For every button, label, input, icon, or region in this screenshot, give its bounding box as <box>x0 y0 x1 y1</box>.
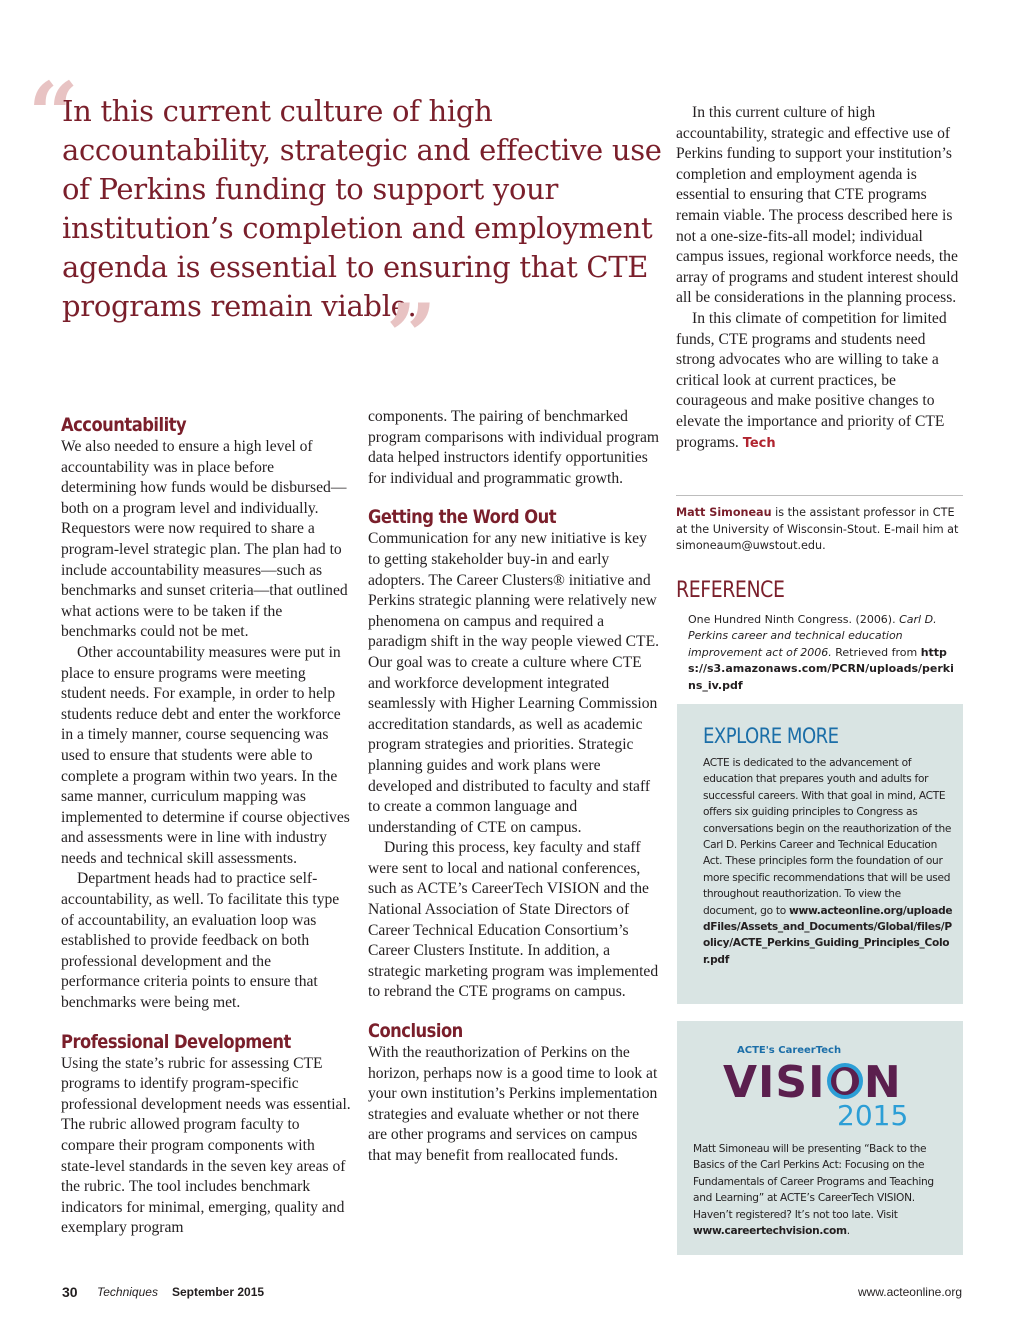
reference-title-italic: Carl D. Perkins career and technical education improvement act of 2006. <box>688 613 937 659</box>
reference-link[interactable]: https://s3.amazonaws.com/PCRN/uploads/perkins_iv.pdf <box>688 645 954 692</box>
author-name: Matt Simoneau <box>676 506 772 519</box>
logo-vision-word: VISION <box>723 1057 902 1108</box>
explore-more-text: ACTE is dedicated to the advancement of education that prepares youth and adults for successful careers. With that goal in mind, ACTE offers six guiding principles to Congress as conversations begin on the reauthorization of the Carl D. Perkins Career and Technical Education Act. These principles form the foundation of our more specific recommendations that will be used throughout reauthorization. To view the document, go to <box>703 757 952 917</box>
reference-text: One Hundred Ninth Congress. (2006). <box>688 613 900 626</box>
paragraph: We also needed to ensure a high level of accountability was in place before determining how funds would be disbursed—both on a program level and individually. Requestors were now required to share a program-level strategic plan. The plan had to include accountability measures—such as benchmarks and sunset criteria—that outlined what actions were to be taken if the benchmarks could not be met. <box>61 438 348 641</box>
vision-link[interactable]: www.careertechvision.com <box>693 1225 847 1238</box>
vision-box <box>677 1021 963 1255</box>
paragraph <box>676 309 964 454</box>
tech-end-mark: Tech <box>742 435 776 451</box>
paragraph: During this process, key faculty and staff were sent to local and national conferences, such as ACTE’s CareerTech VISION and the National Association of State Directors of Career Technical Education Consortium’s Career Clusters Institute. In addition, a strategic marketing program was implemented to rebrand the CTE programs on campus. <box>368 839 659 1001</box>
issue-date: September 2015 <box>172 1285 265 1299</box>
column-2 <box>368 407 660 1167</box>
column-3 <box>676 103 964 454</box>
logo-top-text: ACTE's CareerTech <box>737 1045 842 1056</box>
reference-body <box>688 612 956 694</box>
logo-year: 2015 <box>837 1099 909 1129</box>
publication-name: Techniques <box>97 1285 158 1299</box>
careertech-vision-logo <box>717 1039 927 1129</box>
close-quote-mark: ” <box>386 284 437 388</box>
page-number: 30 <box>62 1284 78 1300</box>
author-bio <box>676 505 966 555</box>
paragraph: Department heads had to practice self-accountability, as well. To facilitate this type of accountability, an evaluation loop was established to provide feedback on both professional development and the performance criteria points to ensure that benchmarks were being met. <box>61 870 340 1012</box>
vision-body <box>693 1141 951 1239</box>
explore-more-title: EXPLORE MORE <box>703 724 839 748</box>
explore-more-link[interactable]: www.acteonline.org/uploadedFiles/Assets_and_Documents/Global/files/Policy/ACTE_Perkins_Guiding_Principles_Color.pdf <box>703 904 953 966</box>
paragraph: components. The pairing of benchmarked program comparisons with individual program data helped instructors identify opportunities for individual and programmatic growth. <box>368 408 660 487</box>
paragraph-text: In this climate of competition for limited funds, CTE programs and students need strong advocates who are willing to take a critical look at current practices, be courageous and make positive changes to elevate the importance and priority of CTE programs. <box>676 309 947 451</box>
reference-title: REFERENCE <box>676 578 785 603</box>
divider <box>676 495 963 496</box>
heading-conclusion: Conclusion <box>368 1020 463 1043</box>
heading-getting-the-word-out: Getting the Word Out <box>368 506 557 529</box>
vision-text: Matt Simoneau will be presenting “Back to the Basics of the Carl Perkins Act: Focusing on the Fundamentals of Career Programs and Teaching and Learning” at ACTE’s CareerTech VISION. Haven’t registered? It’s not too late. Visit <box>693 1143 934 1221</box>
vision-end: . <box>846 1225 850 1238</box>
heading-accountability: Accountability <box>61 414 187 436</box>
pull-quote: In this current culture of high accountability, strategic and effective use of Perkins funding to support your institution’s completion and employment agenda is essential to ensuring that CTE programs remain viable. <box>62 94 662 323</box>
footer-website[interactable]: www.acteonline.org <box>857 1285 962 1299</box>
explore-more-body <box>703 755 953 968</box>
column-1 <box>61 413 351 1239</box>
paragraph: Other accountability measures were put in place to ensure programs were meeting student needs. For example, in order to help students reduce debt and enter the workforce in a timely manner, course sequencing was used to ensure that students were able to complete a program within two years. In the same manner, curriculum mapping was implemented to determine if course objectives and assessments were in line with industry needs and technical skill assessments. <box>61 643 350 867</box>
paragraph: Using the state’s rubric for assessing CTE programs to identify program-specific professional development needs was essential. The rubric allowed program faculty to compare their program components with state-level standards in the seven key areas of the rubric. The tool includes benchmark indicators for minimal, emerging, quality and exemplary program <box>61 1054 351 1237</box>
explore-more-box <box>677 704 963 1004</box>
open-quote-mark: “ <box>28 62 79 166</box>
heading-professional-development: Professional Development <box>61 1030 291 1053</box>
author-bio-text: is the assistant professor in CTE at the University of Wisconsin-Stout. E-mail him at simoneaum@uwstout.edu. <box>676 506 959 552</box>
reference-text: Retrieved from <box>831 645 921 659</box>
paragraph: In this current culture of high accountability, strategic and effective use of Perkins funding to support your institution’s completion and employment agenda is essential to ensuring that CTE programs remain viable. The process described here is not a one-size-fits-all model; individual campus issues, regional workforce needs, the array of programs and student interest should all be considerations in the planning process. <box>676 104 959 307</box>
paragraph: Communication for any new initiative is key to getting stakeholder buy-in and early adopters. The Career Clusters® initiative and Perkins strategic planning were relatively new phenomena on campus and required a paradigm shift in the way people viewed CTE. Our goal was to create a culture where CTE and workforce development integrated seamlessly with Higher Learning Commission accreditation standards, as well as academic program strategies and priorities. Strategic planning guides and work plans were developed and distributed to faculty and staff to create a common language and understanding of CTE on campus. <box>368 530 660 836</box>
paragraph: With the reauthorization of Perkins on the horizon, perhaps now is a good time to look at your own institution’s Perkins implementation strategies and evaluate whether or not there are other programs and services on campus that may benefit from reallocated funds. <box>368 1044 658 1164</box>
